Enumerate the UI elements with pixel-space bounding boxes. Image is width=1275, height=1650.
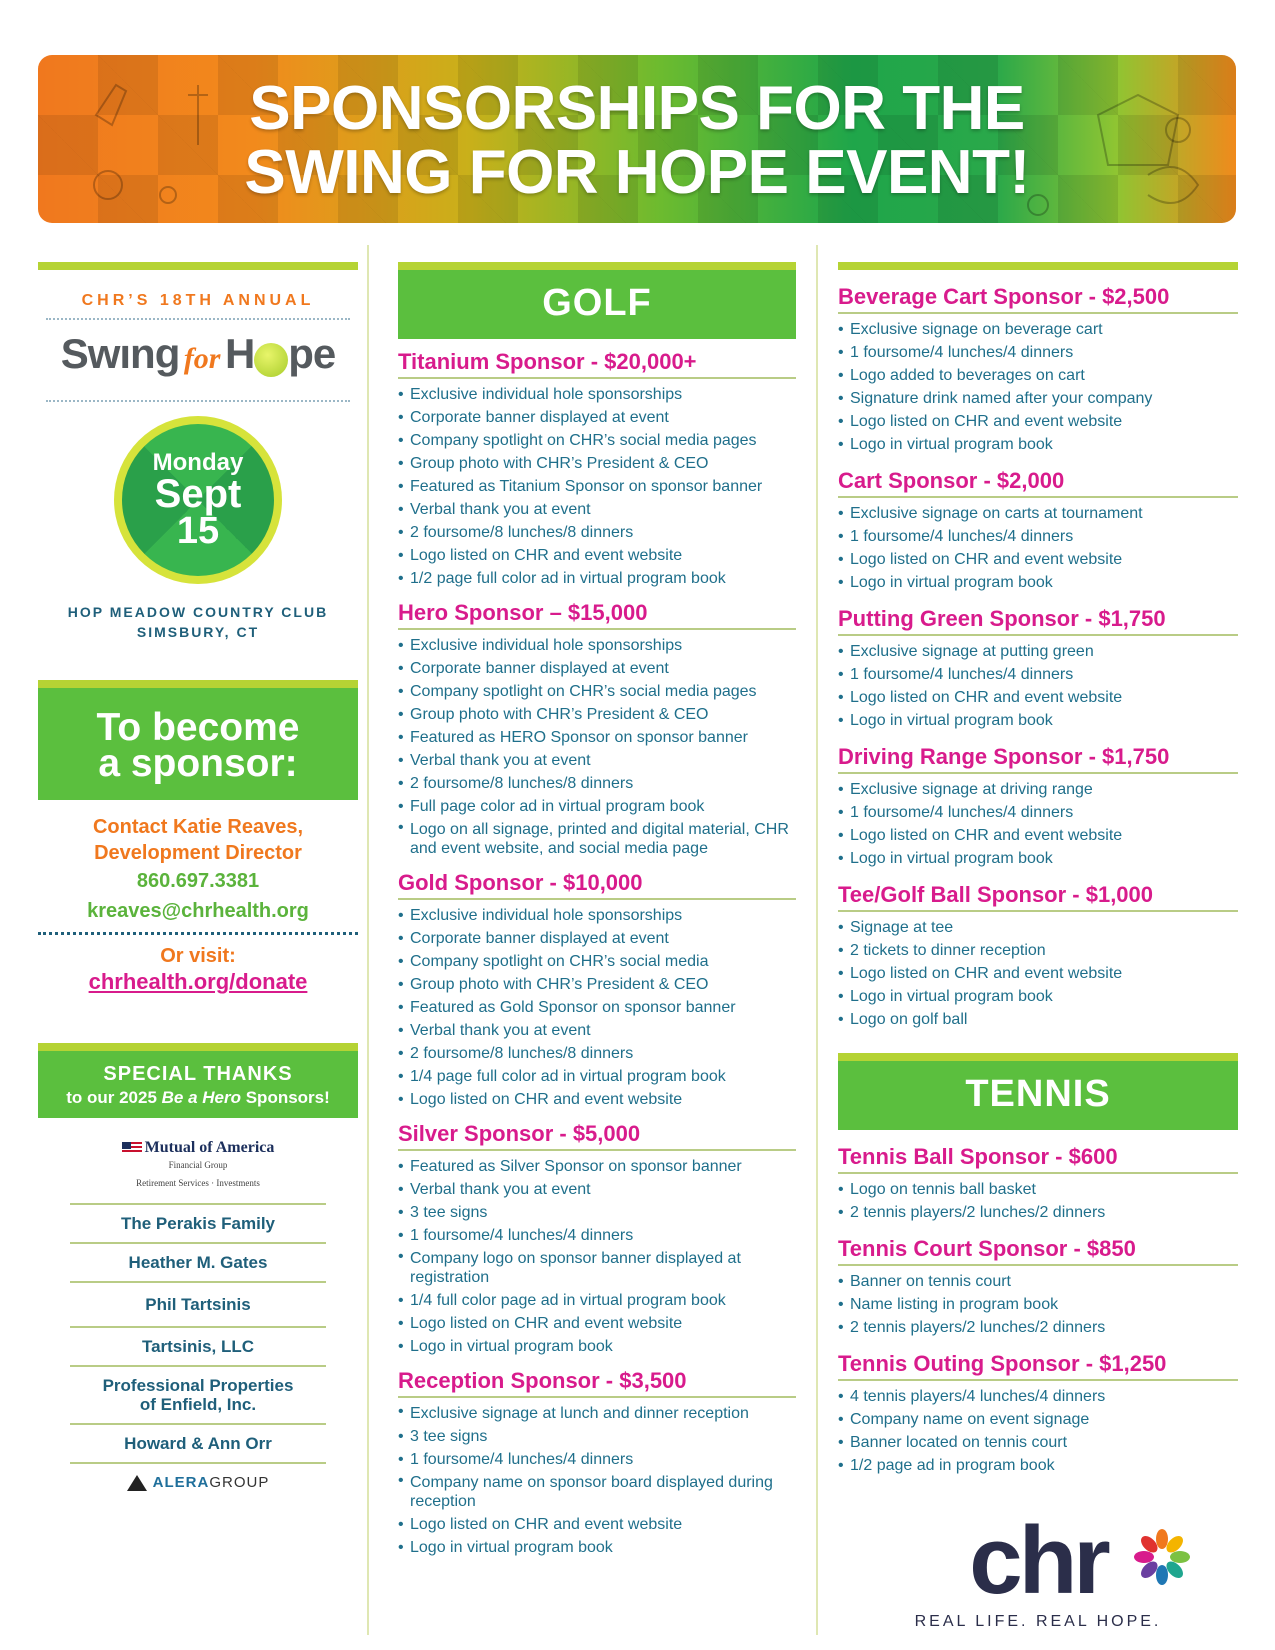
- donate-link[interactable]: chrhealth.org/donate: [88, 969, 308, 994]
- sponsor-tier: [398, 1121, 796, 1358]
- sponsor-logo-mutual-of-america: [70, 1130, 326, 1205]
- benefit-item: • Group photo with CHR’s President & CEO: [398, 452, 796, 475]
- tennis-ball-icon: [254, 343, 288, 377]
- benefit-item: • Logo listed on CHR and event website: [398, 1513, 796, 1536]
- chr-logo: [838, 1507, 1238, 1633]
- benefit-item: • Exclusive individual hole sponsorships: [398, 904, 796, 927]
- tier-benefits: [838, 1178, 1238, 1224]
- benefit-item: • 2 foursome/8 lunches/8 dinners: [398, 772, 796, 795]
- contact-block: [38, 814, 358, 995]
- accent-bar: [38, 262, 358, 270]
- benefit-item: • Corporate banner displayed at event: [398, 657, 796, 680]
- benefit-item: • Banner on tennis court: [838, 1270, 1238, 1293]
- benefit-item: • 2 tickets to dinner reception: [838, 939, 1238, 962]
- special-thanks-box: [38, 1043, 358, 1118]
- benefit-item: • Exclusive signage on beverage cart: [838, 318, 1238, 341]
- alera-icon: [127, 1475, 147, 1491]
- golf-tier-list: [398, 349, 796, 1559]
- thanks-post: Sponsors!: [241, 1088, 330, 1107]
- tier-title: Tennis Ball Sponsor - $600: [838, 1144, 1238, 1174]
- benefit-item: • 2 tennis players/2 lunches/2 dinners: [838, 1316, 1238, 1339]
- tier-title: Driving Range Sponsor - $1,750: [838, 744, 1238, 774]
- sponsor-logo-alera-group: [70, 1464, 326, 1501]
- benefit-item: • Logo listed on CHR and event website: [838, 824, 1238, 847]
- benefit-item: • 4 tennis players/4 lunches/4 dinners: [838, 1385, 1238, 1408]
- become-line2: a sponsor:: [98, 742, 298, 785]
- tier-title: Gold Sponsor - $10,000: [398, 870, 796, 900]
- tier-title: Putting Green Sponsor - $1,750: [838, 606, 1238, 636]
- thanks-pre: to our 2025: [66, 1088, 162, 1107]
- benefit-item: • Featured as Silver Sponsor on sponsor banner: [398, 1155, 796, 1178]
- swing-for-hope-logo: [38, 330, 358, 400]
- benefit-item: • Verbal thank you at event: [398, 1178, 796, 1201]
- sponsor-tier: [838, 1144, 1238, 1224]
- sponsor-tier: [838, 882, 1238, 1031]
- benefit-item: • Logo in virtual program book: [838, 985, 1238, 1008]
- benefit-item: • 1 foursome/4 lunches/4 dinners: [838, 341, 1238, 364]
- venue-city: SIMSBURY, CT: [136, 624, 260, 640]
- column-divider: [367, 245, 369, 1635]
- benefit-item: • Company name on sponsor board displayed during reception: [398, 1471, 796, 1513]
- tier-benefits: [398, 383, 796, 590]
- sponsor-item: Heather M. Gates: [70, 1244, 326, 1283]
- tier-benefits: [838, 640, 1238, 732]
- benefit-item: • 1/2 page ad in program book: [838, 1454, 1238, 1477]
- benefit-item: • 3 tee signs: [398, 1425, 796, 1448]
- sponsor-tier: [838, 1236, 1238, 1339]
- moa-name: Mutual of America: [144, 1139, 275, 1156]
- date-day: Monday: [152, 449, 244, 476]
- benefit-item: • Company spotlight on CHR’s social media: [398, 950, 796, 973]
- event-date-badge: [114, 416, 282, 584]
- column-divider: [816, 245, 818, 1635]
- tier-title: Tennis Court Sponsor - $850: [838, 1236, 1238, 1266]
- annual-label: CHR’S 18TH ANNUAL: [81, 292, 315, 309]
- tier-benefits: [838, 502, 1238, 594]
- sponsor-tier: [838, 744, 1238, 870]
- sponsor-item: The Perakis Family: [70, 1205, 326, 1244]
- benefit-item: • Logo in virtual program book: [838, 571, 1238, 594]
- benefit-item: • Logo on golf ball: [838, 1008, 1238, 1031]
- dotted-divider: [46, 318, 350, 320]
- benefit-item: • 3 tee signs: [398, 1201, 796, 1224]
- benefit-item: • Name listing in program book: [838, 1293, 1238, 1316]
- benefit-item: • Verbal thank you at event: [398, 749, 796, 772]
- sponsor-item: [70, 1367, 326, 1425]
- benefit-item: • Featured as Gold Sponsor on sponsor banner: [398, 996, 796, 1019]
- benefit-item: • Exclusive signage at lunch and dinner reception: [398, 1402, 796, 1425]
- benefit-item: • Logo listed on CHR and event website: [398, 1088, 796, 1111]
- benefit-item: • Exclusive signage at driving range: [838, 778, 1238, 801]
- golf-column: [398, 262, 796, 1559]
- logo-sw: Sw: [60, 330, 120, 377]
- benefit-item: • Logo listed on CHR and event website: [838, 962, 1238, 985]
- dotted-divider: [38, 932, 358, 935]
- banner-title: [38, 74, 1236, 207]
- tennis-heading: TENNIS: [838, 1053, 1238, 1130]
- sponsor-tier: [398, 600, 796, 860]
- tier-title: Titanium Sponsor - $20,000+: [398, 349, 796, 379]
- become-sponsor-box: [38, 680, 358, 800]
- benefit-item: • Logo in virtual program book: [838, 433, 1238, 456]
- tier-benefits: [838, 778, 1238, 870]
- logo-for: for: [183, 342, 221, 375]
- benefit-item: • Exclusive individual hole sponsorships: [398, 634, 796, 657]
- benefit-item: • Featured as HERO Sponsor on sponsor banner: [398, 726, 796, 749]
- benefit-item: • Signage at tee: [838, 916, 1238, 939]
- benefit-item: • Banner located on tennis court: [838, 1431, 1238, 1454]
- benefit-item: • Logo listed on CHR and event website: [838, 548, 1238, 571]
- left-column: [38, 262, 358, 1501]
- contact-name: Contact Katie Reaves,: [92, 816, 304, 838]
- benefit-item: • Exclusive signage on carts at tournament: [838, 502, 1238, 525]
- benefit-item: • Exclusive signage at putting green: [838, 640, 1238, 663]
- benefit-item: • Logo in virtual program book: [398, 1335, 796, 1358]
- benefit-item: • Signature drink named after your company: [838, 387, 1238, 410]
- benefit-item: • Company logo on sponsor banner displayed at registration: [398, 1247, 796, 1289]
- sponsor-tier: [398, 349, 796, 590]
- dotted-divider: [46, 400, 350, 402]
- tier-title: Tennis Outing Sponsor - $1,250: [838, 1351, 1238, 1381]
- tier-title: Cart Sponsor - $2,000: [838, 468, 1238, 498]
- date-number: 15: [176, 510, 220, 552]
- thanks-subtitle: [42, 1088, 354, 1108]
- benefit-item: • Logo listed on CHR and event website: [838, 686, 1238, 709]
- tier-benefits: [838, 318, 1238, 456]
- benefit-item: • Full page color ad in virtual program book: [398, 795, 796, 818]
- sponsor-line: of Enfield, Inc.: [139, 1395, 257, 1414]
- benefit-item: • Group photo with CHR’s President & CEO: [398, 973, 796, 996]
- benefit-item: • 1 foursome/4 lunches/4 dinners: [838, 801, 1238, 824]
- tier-benefits: [838, 916, 1238, 1031]
- logo-pe: pe: [288, 330, 336, 377]
- benefit-item: • Featured as Titanium Sponsor on sponsor banner: [398, 475, 796, 498]
- benefit-item: • Logo listed on CHR and event website: [398, 544, 796, 567]
- flag-icon: [122, 1142, 142, 1154]
- benefit-item: • 2 tennis players/2 lunches/2 dinners: [838, 1201, 1238, 1224]
- benefit-item: • 1/2 page full color ad in virtual program book: [398, 567, 796, 590]
- tier-benefits: [398, 904, 796, 1111]
- logo-h: H: [224, 330, 255, 377]
- benefit-item: • Corporate banner displayed at event: [398, 927, 796, 950]
- contact-email[interactable]: kreaves@chrhealth.org: [87, 900, 309, 922]
- banner-title-line2: SWING FOR HOPE EVENT!: [244, 138, 1030, 207]
- contact-phone[interactable]: 860.697.3381: [136, 870, 260, 892]
- benefit-item: • 1 foursome/4 lunches/4 dinners: [398, 1224, 796, 1247]
- benefit-item: • Verbal thank you at event: [398, 498, 796, 521]
- tennis-tier-list: [838, 1144, 1238, 1477]
- benefit-item: • Logo in virtual program book: [838, 709, 1238, 732]
- tier-title: Beverage Cart Sponsor - $2,500: [838, 284, 1238, 314]
- benefit-item: • Logo in virtual program book: [838, 847, 1238, 870]
- benefit-item: • 1/4 full color page ad in virtual program book: [398, 1289, 796, 1312]
- golf-heading: GOLF: [398, 262, 796, 339]
- tier-title: Reception Sponsor - $3,500: [398, 1368, 796, 1398]
- right-column: [838, 262, 1238, 1633]
- chr-tagline: REAL LIFE. REAL HOPE.: [914, 1613, 1162, 1630]
- tier-benefits: [398, 1402, 796, 1559]
- benefit-item: • Logo listed on CHR and event website: [838, 410, 1238, 433]
- benefit-item: • 1 foursome/4 lunches/4 dinners: [838, 525, 1238, 548]
- moa-sub: Financial Group: [168, 1160, 228, 1170]
- tier-title: Silver Sponsor - $5,000: [398, 1121, 796, 1151]
- sponsor-tier: [398, 1368, 796, 1559]
- sponsor-item: Tartsinis, LLC: [70, 1328, 326, 1367]
- tier-benefits: [398, 634, 796, 860]
- sponsor-tier: [838, 468, 1238, 594]
- benefit-item: • Logo in virtual program book: [398, 1536, 796, 1559]
- sponsor-list: [70, 1130, 326, 1501]
- benefit-item: • Logo on all signage, printed and digital material, CHR and event website, and social media page: [398, 818, 796, 860]
- benefit-item: • Logo on tennis ball basket: [838, 1178, 1238, 1201]
- banner-title-line1: SPONSORSHIPS FOR THE: [249, 74, 1025, 143]
- date-month: Sept: [154, 472, 242, 516]
- benefit-item: • Company spotlight on CHR’s social media pages: [398, 680, 796, 703]
- benefit-item: • 1 foursome/4 lunches/4 dinners: [398, 1448, 796, 1471]
- golf-tier-list-2: [838, 284, 1238, 1031]
- benefit-item: • 1/4 page full color ad in virtual program book: [398, 1065, 796, 1088]
- tier-benefits: [838, 1385, 1238, 1477]
- venue: [38, 602, 358, 642]
- benefit-item: • Group photo with CHR’s President & CEO: [398, 703, 796, 726]
- sponsor-tier: [398, 870, 796, 1111]
- benefit-item: • Company name on event signage: [838, 1408, 1238, 1431]
- sponsor-tier: [838, 606, 1238, 732]
- benefit-item: • 2 foursome/8 lunches/8 dinners: [398, 521, 796, 544]
- sponsor-tier: [838, 284, 1238, 456]
- flower-icon: [1130, 1525, 1194, 1589]
- tier-benefits: [838, 1270, 1238, 1339]
- tier-benefits: [398, 1155, 796, 1358]
- venue-name: HOP MEADOW COUNTRY CLUB: [67, 604, 329, 620]
- tier-title: Hero Sponsor – $15,000: [398, 600, 796, 630]
- accent-bar: [838, 262, 1238, 270]
- thanks-em: Be a Hero: [161, 1088, 241, 1107]
- benefit-item: • Company spotlight on CHR’s social media pages: [398, 429, 796, 452]
- sponsor-line: Professional Properties: [102, 1376, 294, 1395]
- benefit-item: • Corporate banner displayed at event: [398, 406, 796, 429]
- alera-b: GROUP: [209, 1474, 270, 1491]
- benefit-item: • 1 foursome/4 lunches/4 dinners: [838, 663, 1238, 686]
- benefit-item: • Logo added to beverages on cart: [838, 364, 1238, 387]
- sponsor-item: Phil Tartsinis: [70, 1283, 326, 1328]
- sponsor-item: Howard & Ann Orr: [70, 1425, 326, 1464]
- sponsor-tier: [838, 1351, 1238, 1477]
- chr-logo-text: chr: [969, 1507, 1107, 1614]
- logo-i: ı: [119, 330, 131, 377]
- benefit-item: • Logo listed on CHR and event website: [398, 1312, 796, 1335]
- alera-a: ALERA: [152, 1474, 210, 1491]
- benefit-item: • Exclusive individual hole sponsorships: [398, 383, 796, 406]
- logo-ng: ng: [130, 330, 180, 377]
- become-line1: To become: [96, 706, 300, 749]
- or-visit-label: Or visit:: [160, 945, 236, 967]
- contact-title: Development Director: [94, 842, 302, 864]
- header-banner: [38, 55, 1236, 223]
- benefit-item: • Verbal thank you at event: [398, 1019, 796, 1042]
- moa-sub2: Retirement Services · Investments: [136, 1178, 260, 1188]
- thanks-title: SPECIAL THANKS: [103, 1063, 293, 1085]
- tier-title: Tee/Golf Ball Sponsor - $1,000: [838, 882, 1238, 912]
- benefit-item: • 2 foursome/8 lunches/8 dinners: [398, 1042, 796, 1065]
